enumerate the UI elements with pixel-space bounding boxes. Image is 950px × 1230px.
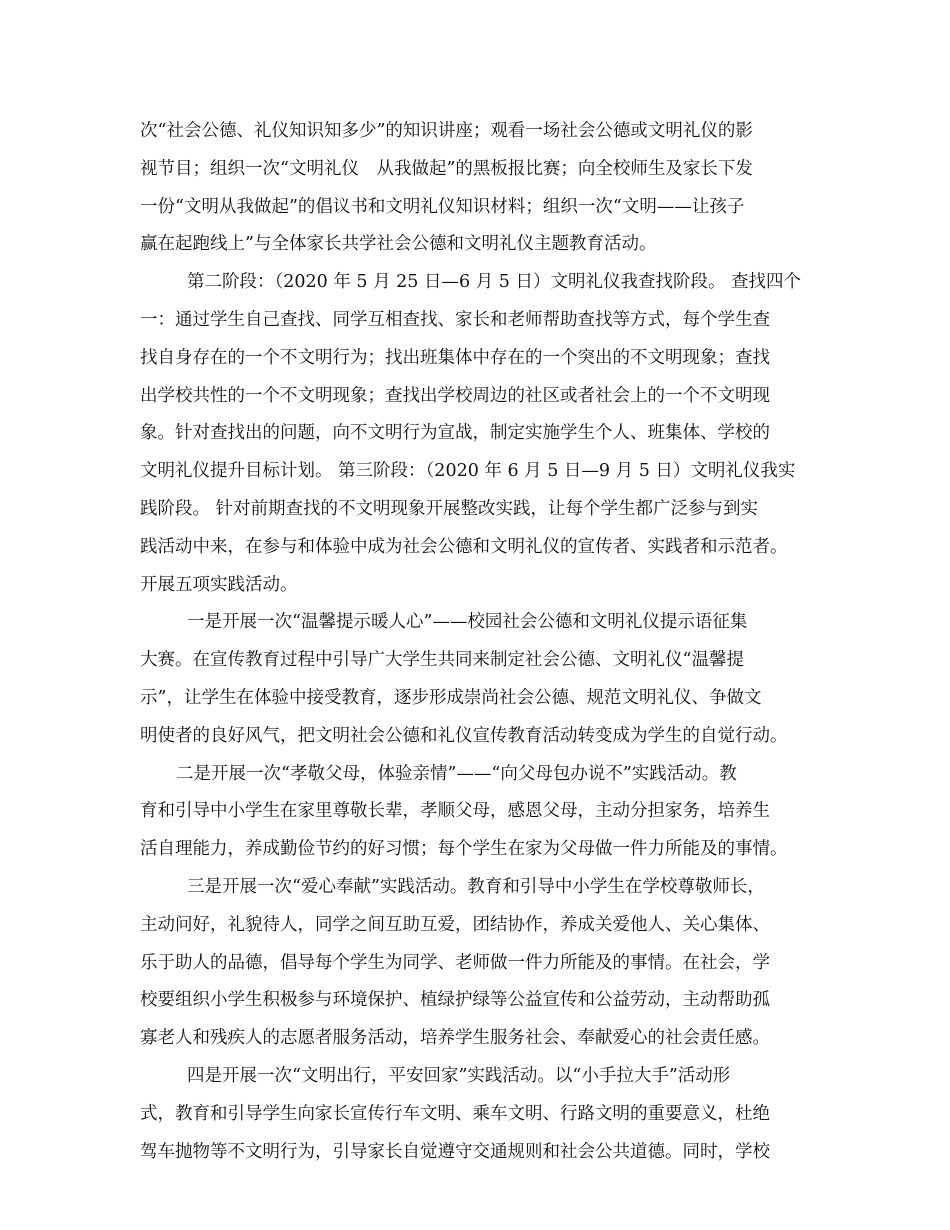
text-line: 活自理能力，养成勤俭节约的好习惯；每个学生在家为父母做一件力所能及的事情。 bbox=[140, 839, 788, 860]
text-line: 次“社会公德、礼仪知识知多少”的知识讲座；观看一场社会公德或文明礼仪的影 bbox=[140, 121, 753, 141]
text-line: 育和引导中小学生在家里尊敬长辈，孝顺父母，感恩父母，主动分担家务，培养生 bbox=[140, 801, 770, 822]
text-line: 视节目；组织一次“文明礼仪 从我做起”的黑板报比赛；向全校师生及家长下发 bbox=[140, 158, 753, 179]
text-line: 三是开展一次“爱心奉献”实践活动。教育和引导中小学生在学校尊敬师长， bbox=[187, 876, 765, 897]
text-line: 大赛。在宣传教育过程中引导广大学生共同来制定社会公德、文明礼仪“温馨提 bbox=[140, 650, 744, 671]
text-line: 校要组织小学生积极参与环境保护、植绿护绿等公益宣传和公益劳动，主动帮助孤 bbox=[140, 990, 770, 1011]
text-line: 一份“文明从我做起”的倡议书和文明礼仪知识材料；组织一次“文明——让孩子 bbox=[140, 196, 745, 217]
text-line: 明使者的良好风气，把文明社会公德和礼仪宣传教育活动转变成为学生的自觉行动。 bbox=[140, 725, 788, 746]
text-line: 四是开展一次“文明出行，平安回家”实践活动。以“小手拉大手”活动形 bbox=[187, 1065, 731, 1086]
text-line: 践阶段。 针对前期查找的不文明现象开展整改实践，让每个学生都广泛参与到实 bbox=[140, 498, 759, 519]
text-line: 一：通过学生自己查找、同学互相查找、家长和老师帮助查找等方式，每个学生查 bbox=[140, 309, 770, 330]
text-line: 二是开展一次“孝敬父母，体验亲情”——“向父母包办说不”实践活动。教 bbox=[176, 763, 737, 784]
text-line: 一是开展一次“温馨提示暖人心”——校园社会公德和文明礼仪提示语征集 bbox=[187, 612, 748, 633]
text-line: 践活动中来，在参与和体验中成为社会公德和文明礼仪的宣传者、实践者和示范者。 bbox=[140, 536, 788, 557]
document-body bbox=[140, 113, 815, 1171]
text-line: 开展五项实践活动。 bbox=[140, 574, 298, 595]
text-line: 文明礼仪提升目标计划。 第三阶段：（2020 年 6 月 5 日—9 月 5 日）文明礼仪我实 bbox=[140, 461, 796, 482]
text-line: 寡老人和残疾人的志愿者服务活动，培养学生服务社会、奉献爱心的社会责任感。 bbox=[140, 1028, 770, 1049]
text-line: 示”，让学生在体验中接受教育，逐步形成崇尚社会公德、规范文明礼仪、争做文 bbox=[140, 687, 762, 708]
text-line: 赢在起跑线上”与全体家长共学社会公德和文明礼仪主题教育活动。 bbox=[140, 234, 657, 255]
text-line: 象。针对查找出的问题，向不文明行为宣战，制定实施学生个人、班集体、学校的 bbox=[140, 423, 770, 444]
text-line: 出学校共性的一个不文明现象；查找出学校周边的社区或者社会上的一个不文明现 bbox=[140, 385, 770, 406]
text-line: 主动问好，礼貌待人，同学之间互助互爱，团结协作，养成关爱他人、关心集体、 bbox=[140, 914, 770, 935]
text-line: 式，教育和引导学生向家长宣传行车文明、乘车文明、行路文明的重要意义，杜绝 bbox=[140, 1103, 770, 1124]
text-line: 乐于助人的品德，倡导每个学生为同学、老师做一件力所能及的事情。在社会，学 bbox=[140, 952, 770, 973]
text-line: 找自身存在的一个不文明行为；找出班集体中存在的一个突出的不文明现象；查找 bbox=[140, 347, 770, 368]
text-line: 第二阶段：（2020 年 5 月 25 日—6 月 5 日）文明礼仪我查找阶段。 查找四个 bbox=[187, 272, 802, 293]
text-line: 驾车抛物等不文明行为，引导家长自觉遵守交通规则和社会公共道德。同时，学校 bbox=[140, 1141, 770, 1162]
